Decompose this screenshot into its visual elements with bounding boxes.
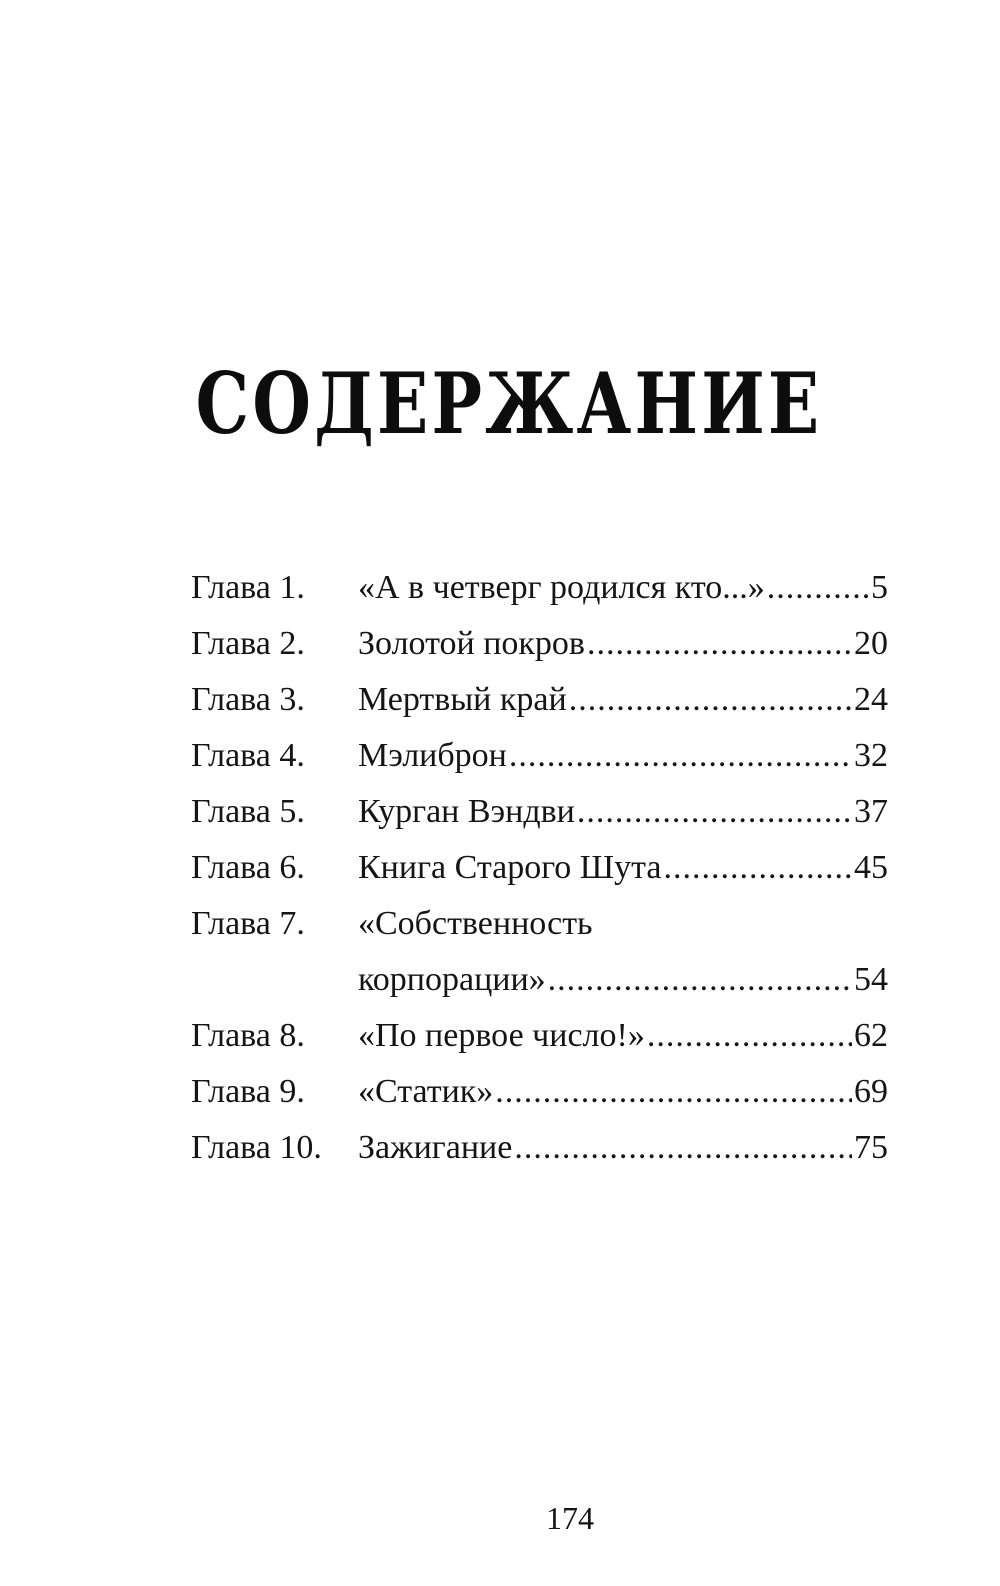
- toc-title: «По первое число!»: [358, 1017, 645, 1054]
- toc-entry: [191, 840, 888, 896]
- toc-chapter: Глава 9.: [191, 1073, 305, 1110]
- toc-title: корпорации»: [358, 961, 546, 998]
- toc-title: «Статик»: [358, 1073, 494, 1110]
- toc-leader: [569, 672, 852, 728]
- page-title: СОДЕРЖАНИЕ: [195, 354, 823, 453]
- toc-page: 24: [854, 681, 888, 718]
- toc-title: Книга Старого Шута: [358, 849, 662, 886]
- toc-title: Курган Вэндви: [358, 793, 575, 830]
- toc-chapter: Глава 6.: [191, 849, 305, 886]
- toc-chapter: Глава 3.: [191, 681, 305, 718]
- toc-entry: [191, 616, 888, 672]
- toc-leader: [514, 1120, 852, 1176]
- toc-entry: [191, 728, 888, 784]
- toc-page: 37: [854, 793, 888, 830]
- toc-page: 54: [854, 961, 888, 998]
- toc-title-line1: «Собственность: [358, 905, 593, 942]
- toc-entry: [191, 896, 888, 1008]
- toc-page: 32: [854, 737, 888, 774]
- toc-leader: [548, 952, 852, 1008]
- toc-chapter: Глава 1.: [191, 569, 305, 606]
- toc-title: Мертвый край: [358, 681, 567, 718]
- toc-page: 20: [854, 625, 888, 662]
- toc-leader: [587, 616, 852, 672]
- toc-entry: [191, 784, 888, 840]
- toc-entry: [191, 672, 888, 728]
- toc-leader: [647, 1008, 852, 1064]
- page-number: 174: [546, 1500, 594, 1536]
- toc-page: 75: [854, 1129, 888, 1166]
- toc-title: Зажигание: [358, 1129, 513, 1166]
- toc-page: 62: [854, 1017, 888, 1054]
- toc-leader: [767, 560, 869, 616]
- toc-page: 5: [871, 569, 888, 606]
- toc-title: Мэлиброн: [358, 737, 507, 774]
- toc-chapter: Глава 4.: [191, 737, 305, 774]
- toc-leader: [509, 728, 852, 784]
- toc-chapter: Глава 2.: [191, 625, 305, 662]
- table-of-contents: [191, 560, 888, 1176]
- toc-chapter: Глава 7.: [191, 905, 305, 942]
- toc-page: 45: [854, 849, 888, 886]
- toc-title: Золотой покров: [358, 625, 585, 662]
- toc-title: «А в четверг родился кто...»: [358, 569, 765, 606]
- toc-chapter: Глава 5.: [191, 793, 305, 830]
- toc-entry: [191, 560, 888, 616]
- toc-chapter: Глава 10.: [191, 1129, 322, 1166]
- toc-page: 69: [854, 1073, 888, 1110]
- toc-leader: [577, 784, 852, 840]
- toc-leader: [495, 1064, 852, 1120]
- toc-entry: [191, 1064, 888, 1120]
- toc-entry: [191, 1120, 888, 1176]
- toc-chapter: Глава 8.: [191, 1017, 305, 1054]
- toc-leader: [663, 840, 852, 896]
- toc-entry: [191, 1008, 888, 1064]
